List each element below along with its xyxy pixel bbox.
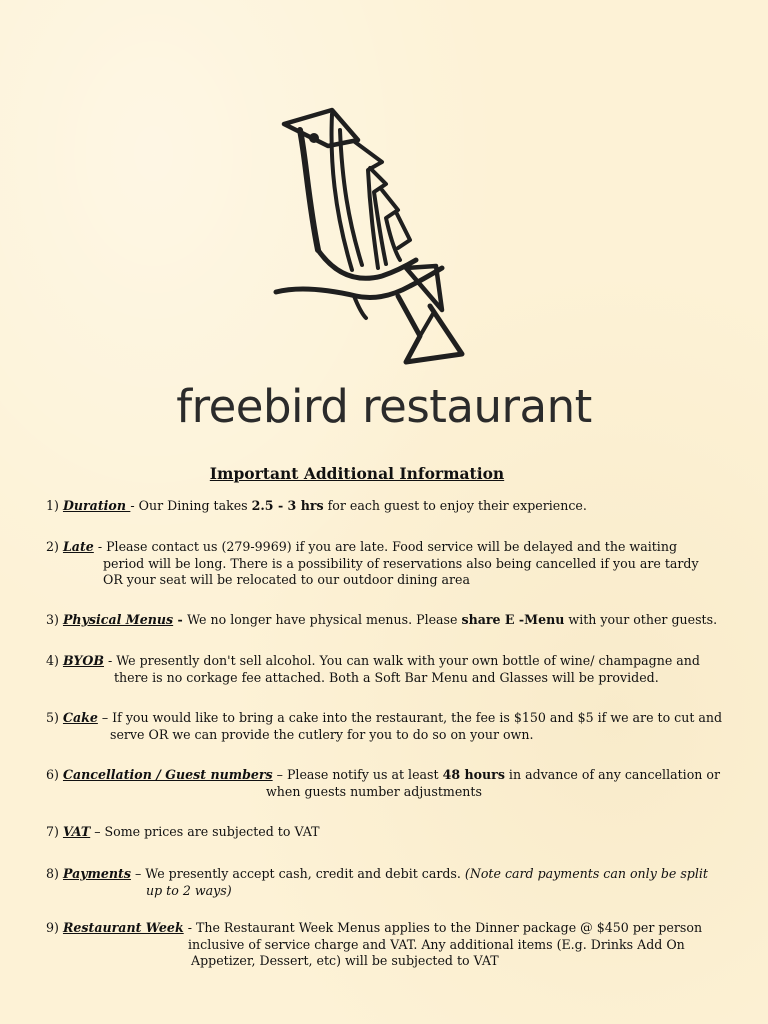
item-number: 9) (46, 920, 59, 935)
info-item-duration (46, 498, 736, 515)
info-item-byob (46, 653, 736, 686)
info-item-late (46, 539, 736, 589)
freebird-bird-logo-icon (270, 100, 470, 375)
item-text: for each guest to enjoy their experience. (323, 498, 587, 513)
item-text: – If you would like to bring a cake into the restaurant, the fee is $150 and $5 if we are to cut and (97, 710, 723, 725)
item-term: Cake (62, 710, 98, 725)
item-term: Payments (62, 866, 131, 881)
item-text: with your other guests. (564, 612, 718, 627)
item-emphasis: share E -Menu (461, 612, 565, 627)
item-note: (Note card payments can only be split (464, 866, 708, 881)
item-text: We no longer have physical menus. Please (187, 612, 462, 627)
info-item-restaurant-week (46, 920, 736, 970)
item-term: Restaurant Week (62, 920, 184, 935)
item-number: 6) (46, 767, 59, 782)
item-number: 1) (46, 498, 59, 513)
item-text: when guests number adjustments (266, 783, 482, 799)
item-text: - The Restaurant Week Menus applies to the Dinner package @ $450 per person (183, 920, 703, 935)
item-term: Duration (62, 498, 131, 513)
item-term: BYOB (62, 653, 104, 668)
item-number: 2) (46, 539, 59, 554)
info-item-cake (46, 710, 736, 743)
item-text: there is no corkage fee attached. Both a Soft Bar Menu and Glasses will be provided. (114, 669, 659, 685)
item-number: 5) (46, 710, 59, 725)
item-text: - Our Dining takes (130, 498, 252, 513)
info-item-cancellation (46, 767, 736, 800)
item-text: inclusive of service charge and VAT. Any additional items (E.g. Drinks Add On (188, 936, 685, 952)
restaurant-name: freebird restaurant (176, 380, 592, 433)
item-text: Appetizer, Dessert, etc) will be subjected to VAT (191, 953, 499, 968)
item-note: up to 2 ways) (146, 882, 232, 898)
item-number: 4) (46, 653, 59, 668)
item-text: – We presently accept cash, credit and debit cards. (130, 866, 465, 881)
item-emphasis: 48 hours (442, 767, 505, 782)
item-text: – Some prices are subjected to VAT (90, 824, 320, 839)
item-text: - Please contact us (279-9969) if you are late. Food service will be delayed and the waiting (93, 539, 678, 554)
info-item-vat (46, 824, 736, 841)
page-heading: Important Additional Information (209, 464, 505, 483)
item-text: – Please notify us at least (272, 767, 443, 782)
item-text: serve OR we can provide the cutlery for you to do so on your own. (110, 726, 534, 742)
item-number: 3) (46, 612, 59, 627)
item-text: period will be long. There is a possibility of reservations also being cancelled if you are tardy (103, 555, 699, 571)
item-number: 7) (46, 824, 59, 839)
item-term: Physical Menus (62, 612, 174, 627)
item-number: 8) (46, 866, 59, 881)
item-emphasis: 2.5 - 3 hrs (251, 498, 324, 513)
item-text: - We presently don't sell alcohol. You can walk with your own bottle of wine/ champagne and (103, 653, 700, 668)
item-term: Late (62, 539, 94, 554)
info-item-payments (46, 866, 736, 899)
item-dash: - (173, 612, 188, 627)
item-term: VAT (62, 824, 91, 839)
item-term: Cancellation / Guest numbers (62, 767, 273, 782)
info-item-physical-menus (46, 612, 736, 629)
item-text: in advance of any cancellation or (504, 767, 720, 782)
item-text: OR your seat will be relocated to our outdoor dining area (103, 572, 470, 587)
